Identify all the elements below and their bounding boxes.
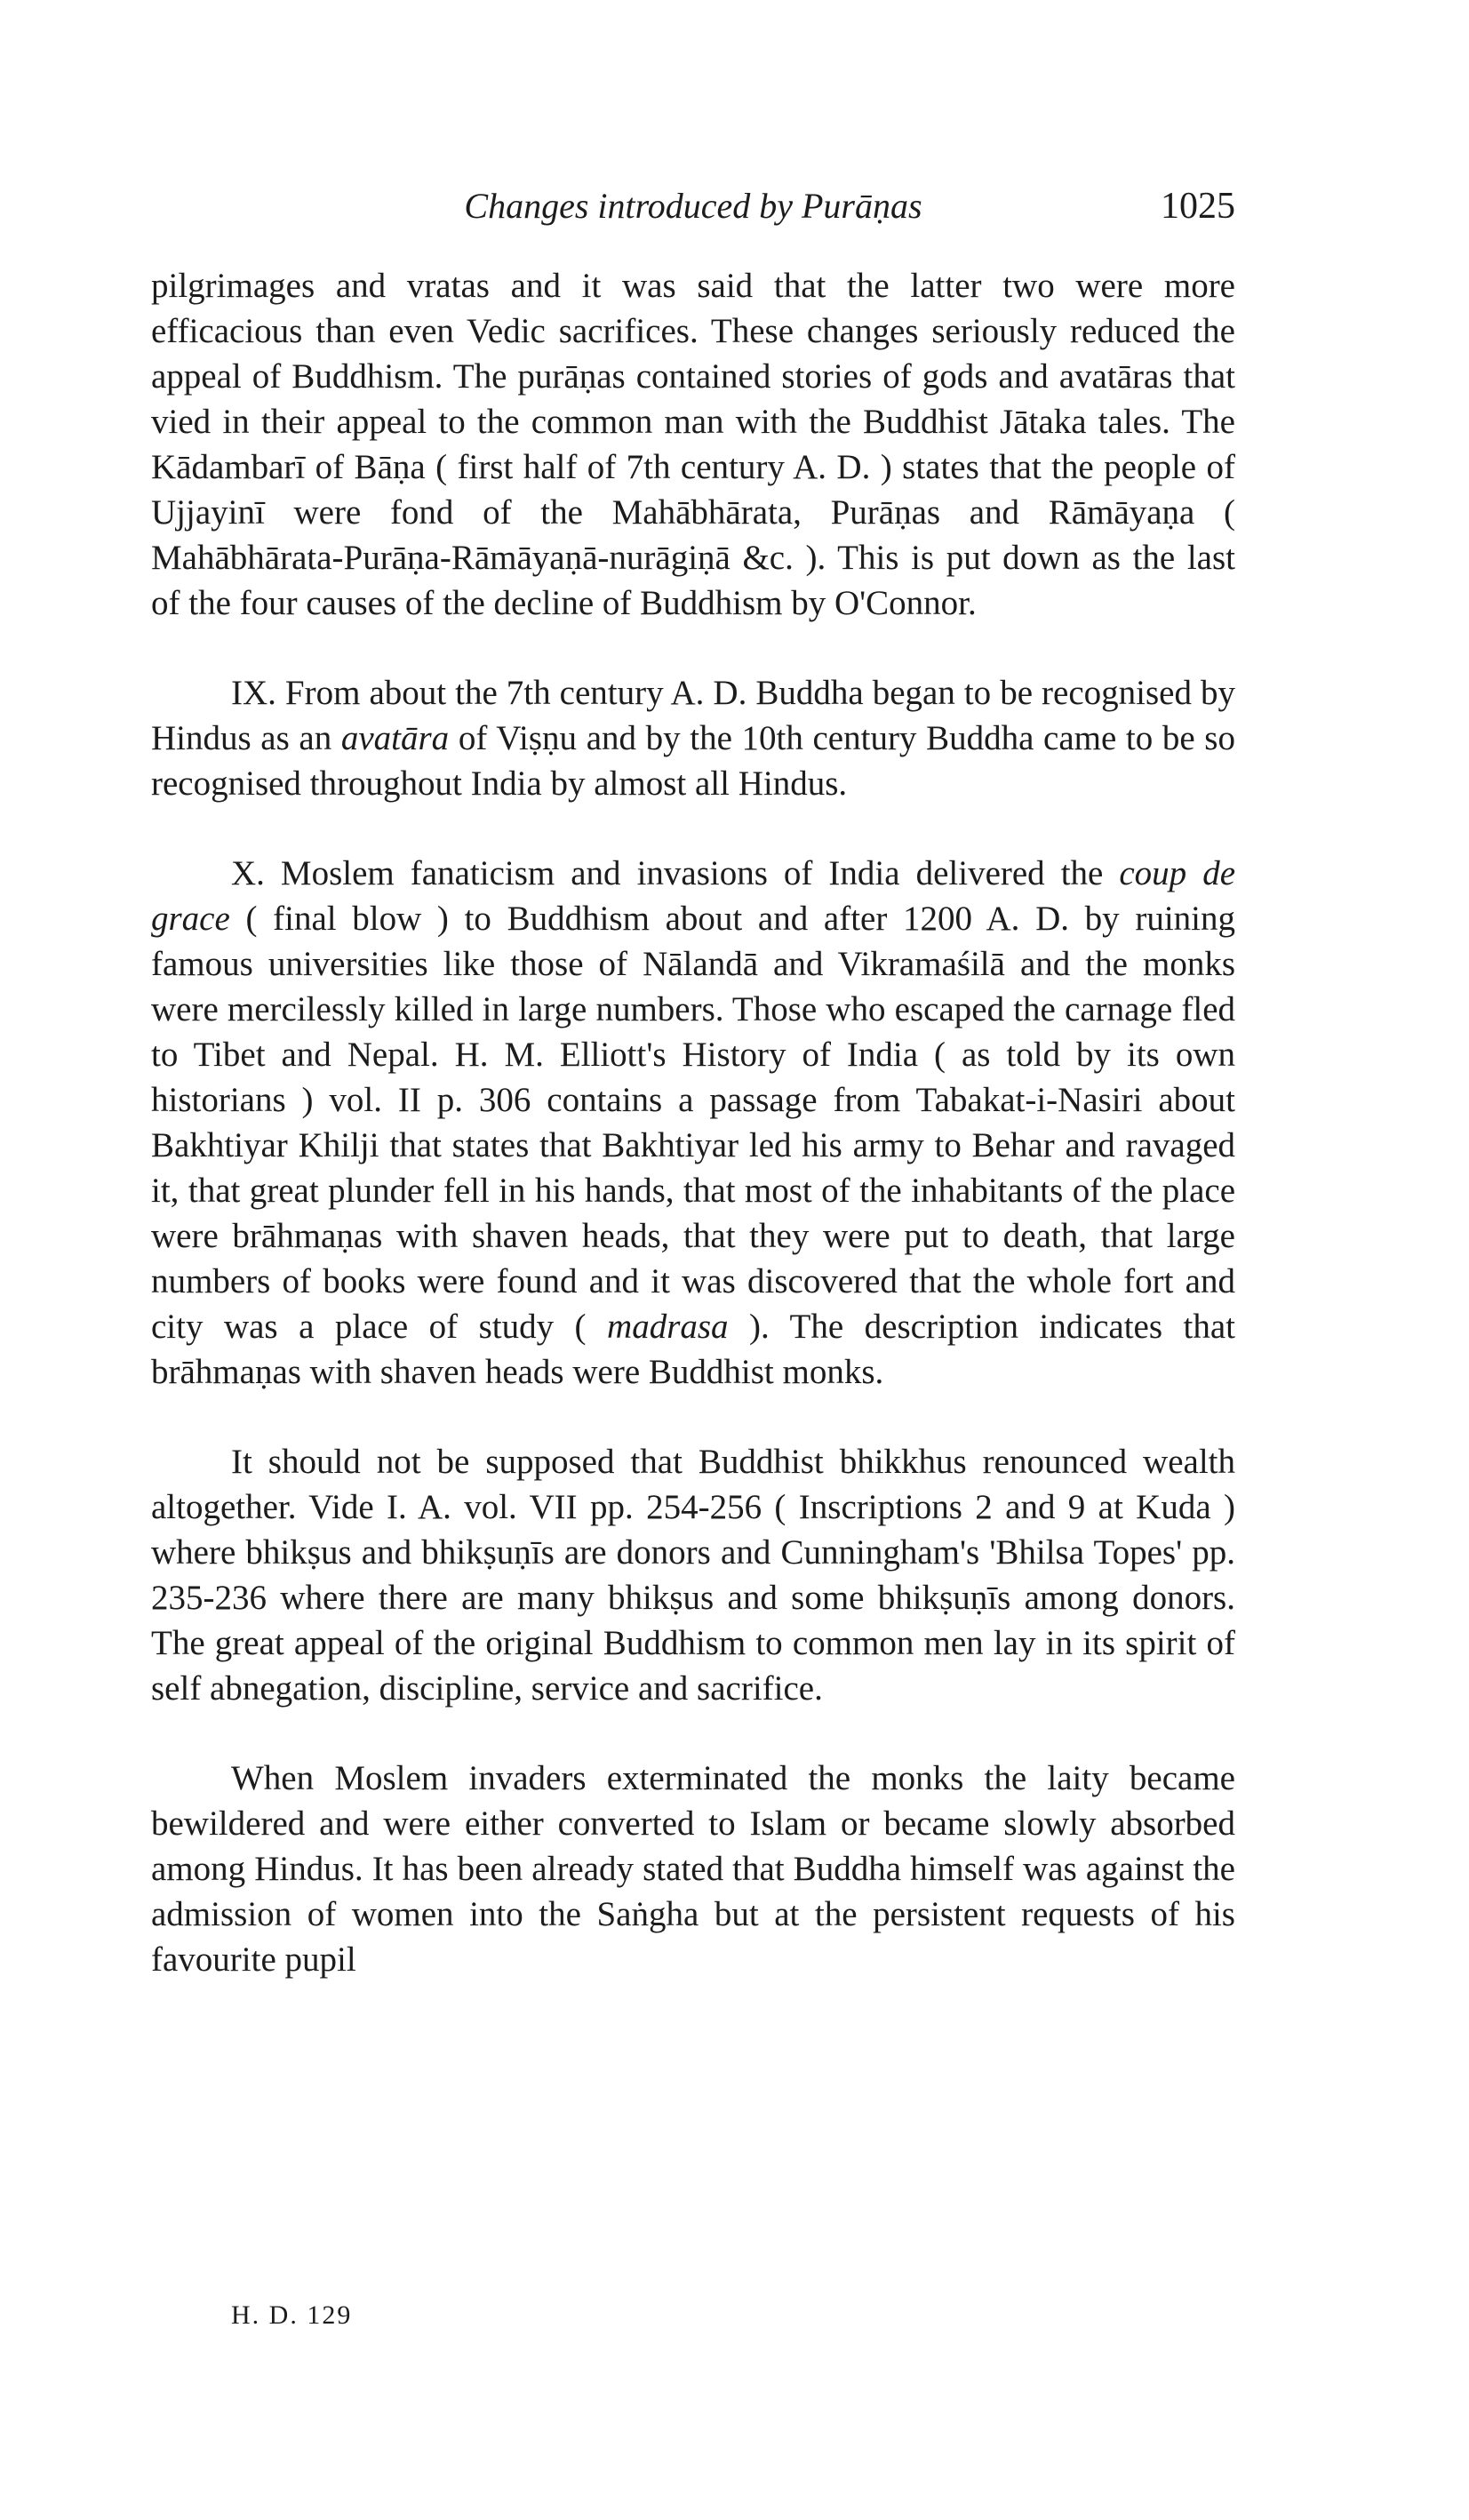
paragraph-text: X. Moslem fanaticism and invasions of India delivered the — [231, 854, 1120, 892]
signature-mark: H. D. 129 — [231, 2300, 353, 2330]
paragraph-4 — [151, 1439, 1235, 1711]
italic-term: avatāra — [340, 719, 450, 757]
italic-term: madrasa — [607, 1308, 729, 1346]
paragraph-text: pilgrimages and vratas and it was said that the latter two were more efficacious than even Vedic sacrifices. These changes seriously reduced the appeal of Buddhism. The purāṇas contained stories of gods and avatāras that vied in their appeal to the common man with the Buddhist Jātaka tales. The Kādambarī of Bāṇa ( first half of 7th century A. D. ) states that the people of Ujjayinī were fond of the Mahābhārata, Purāṇas and Rāmāyaṇa ( Mahābhārata-Purāṇa-Rāmāyaṇā-nurāgiṇā &c. ). This is put down as the last of the four causes of the decline of Buddhism by O'Connor. — [151, 267, 1235, 622]
paragraph-text: ). The description indicates that brāhmaṇas with shaven heads were Buddhist monks. — [151, 1308, 1235, 1391]
italic-term: coup de grace — [151, 854, 1235, 938]
paragraph-5 — [151, 1756, 1235, 1982]
body-text — [151, 263, 1235, 1982]
paragraph-text: It should not be supposed that Buddhist bhikkhus renounced wealth altogether. Vide I. A. vol. VII pp. 254-256 ( Inscriptions 2 and 9 at Kuda ) where bhikṣus and bhikṣuṇīs are donors and Cunningham's 'Bhilsa Topes' pp. 235-236 where there are many bhikṣus and some bhikṣuṇīs among donors. The great appeal of the original Buddhism to common men lay in its spirit of self abnegation, discipline, service and sacrifice. — [151, 1443, 1235, 1708]
paragraph-1 — [151, 263, 1235, 626]
paragraph-2 — [151, 670, 1235, 806]
paragraph-text: of Viṣṇu and by the 10th century Buddha came to be so recognised throughout India by almost all Hindus. — [151, 719, 1235, 803]
paragraph-text: IX. From about the 7th century A. D. Buddha began to be recognised by Hindus as an — [151, 674, 1235, 757]
page-number: 1025 — [1161, 186, 1235, 227]
running-title: Changes introduced by Purāṇas — [464, 186, 922, 226]
paragraph-3 — [151, 851, 1235, 1395]
paragraph-text: When Moslem invaders exterminated the monks the laity became bewildered and were either converted to Islam or became slowly absorbed among Hindus. It has been already stated that Buddha himself was against the admission of women into the Saṅgha but at the persistent requests of his favourite pupil — [151, 1759, 1235, 1979]
paragraph-text: ( final blow ) to Buddhism about and after 1200 A. D. by ruining famous universities like those of Nālandā and Vikramaśilā and the monks were mercilessly killed in large numbers. Those who escaped the carnage fled to Tibet and Nepal. H. M. Elliott's History of India ( as told by its own historians ) vol. II p. 306 contains a passage from Tabakat-i-Nasiri about Bakhtiyar Khilji that states that Bakhtiyar led his army to Behar and ravaged it, that great plunder fell in his hands, that most of the inhabitants of the place were brāhmaṇas with shaven heads, that they were put to death, that large numbers of books were found and it was discovered that the whole fort and city was a place of study ( — [151, 900, 1235, 1346]
running-header — [151, 181, 1235, 235]
